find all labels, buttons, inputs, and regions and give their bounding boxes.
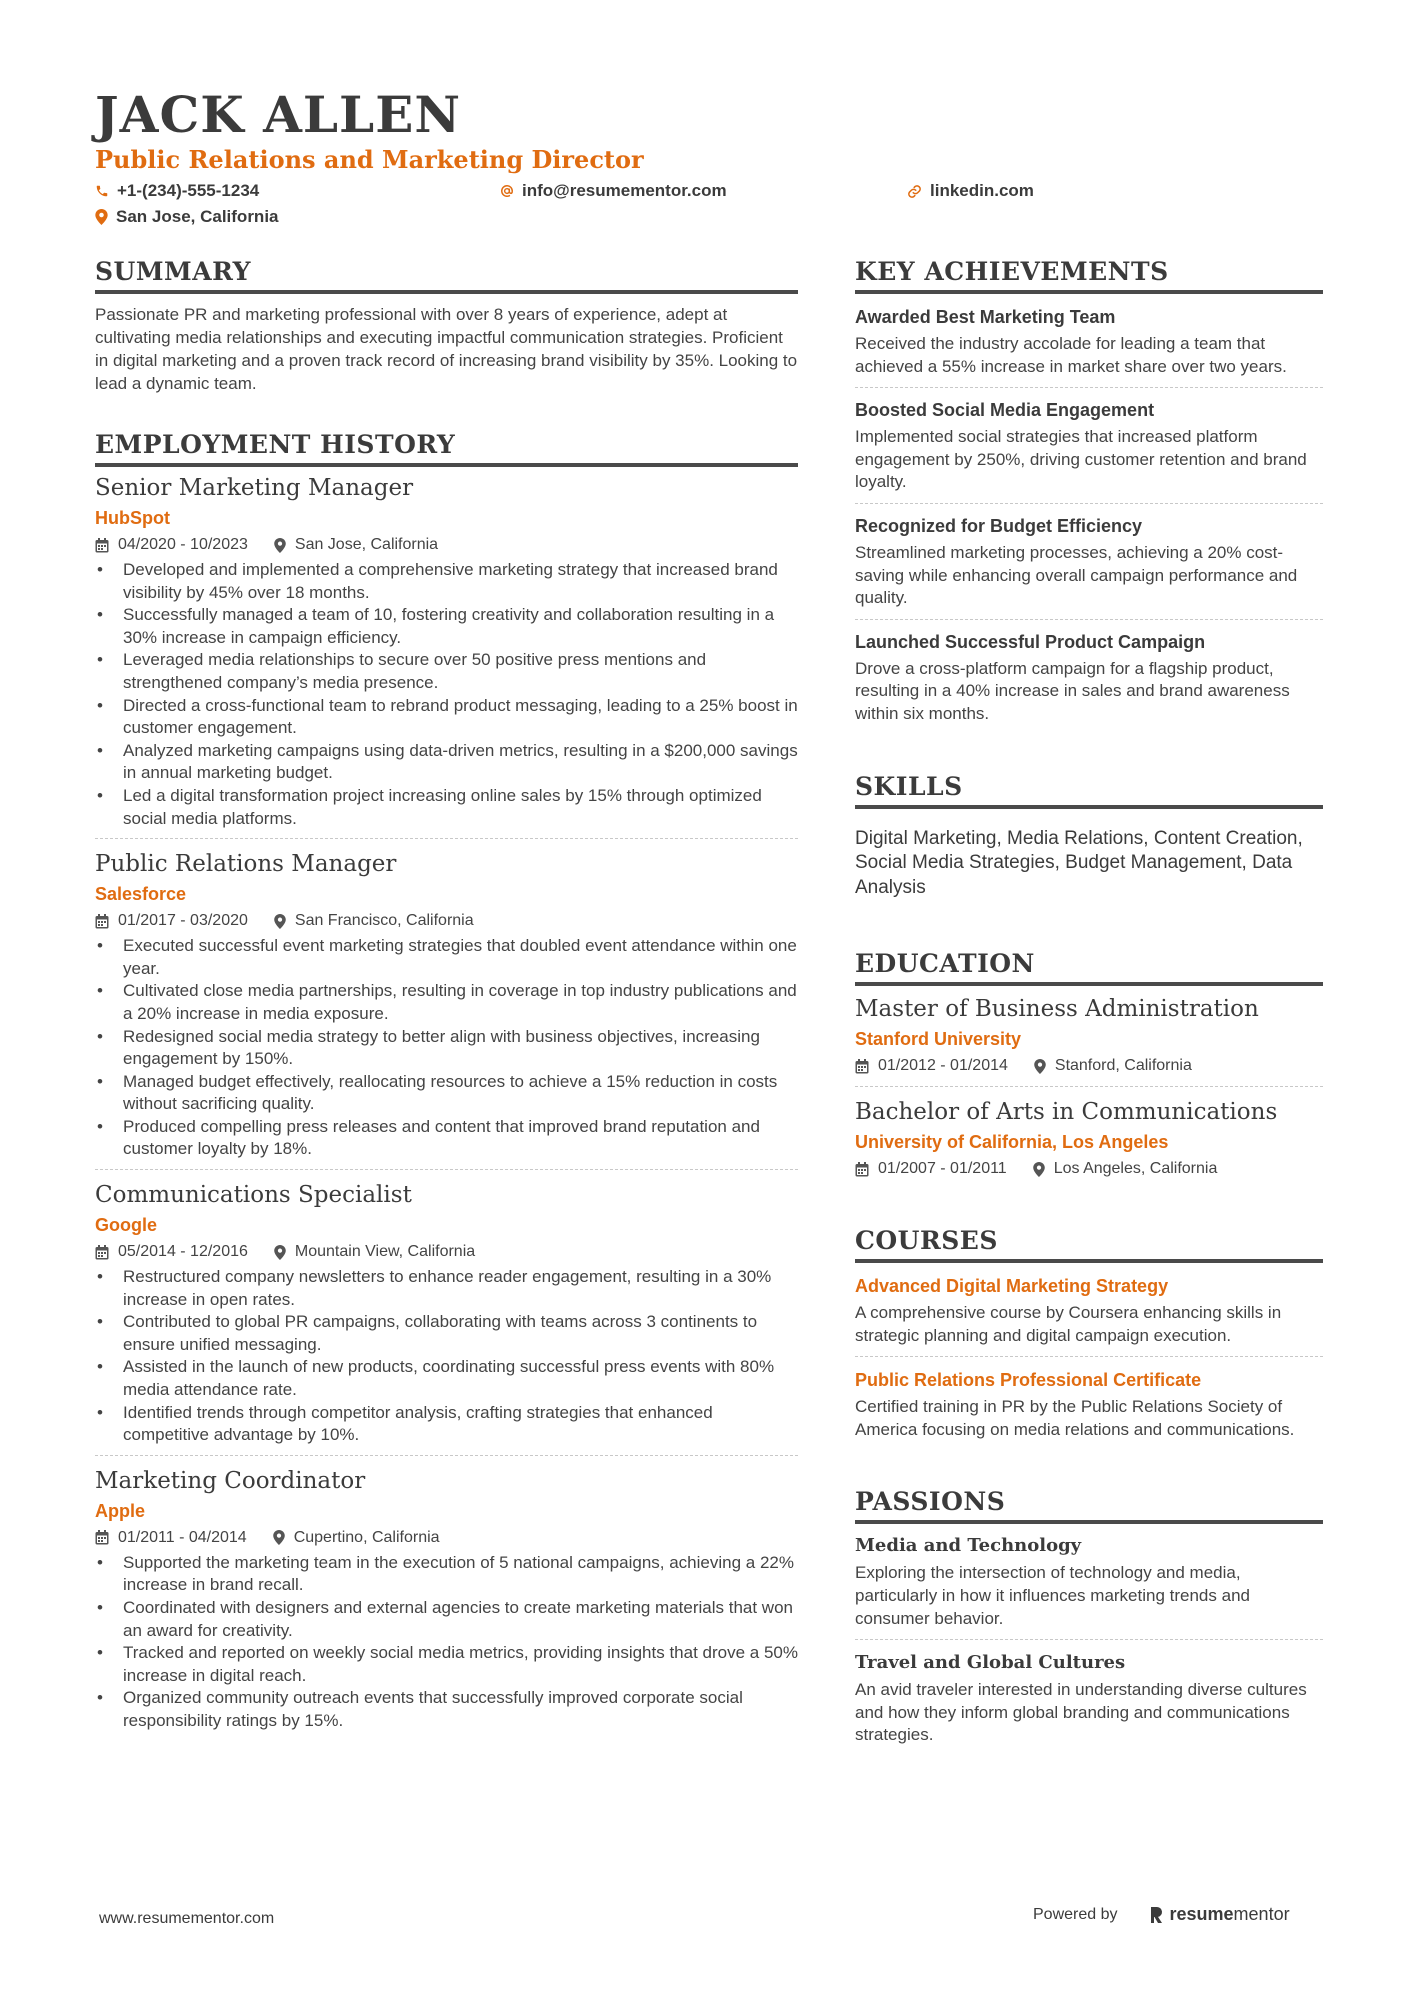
job-entry	[95, 1170, 798, 1456]
contact-email[interactable]	[500, 178, 727, 204]
degree-title: Master of Business Administration	[855, 996, 1259, 1023]
dates-text: 01/2007 - 01/2011	[878, 1160, 1007, 1178]
resumementor-logo-icon	[1148, 1905, 1164, 1925]
job-bullets	[95, 559, 798, 830]
phone-text: +1-(234)-555-1234	[117, 181, 260, 200]
course-list	[855, 1263, 1323, 1450]
location-text: San Jose, California	[294, 536, 439, 553]
job-title: Marketing Coordinator	[95, 1467, 366, 1494]
candidate-role: Public Relations and Marketing Director	[95, 145, 644, 174]
location-text: Stanford, California	[1054, 1057, 1192, 1075]
job-meta	[95, 1527, 798, 1549]
job-dates	[95, 534, 248, 556]
education-dates	[855, 1158, 1007, 1180]
company-name: HubSpot	[95, 508, 170, 528]
dates-text: 05/2014 - 12/2016	[118, 1243, 248, 1261]
achievement-desc: Drove a cross-platform campaign for a flagship product, resulting in a 40% increase in sales and brand awareness within six months.	[855, 658, 1290, 723]
location-pin-icon	[1034, 1059, 1046, 1074]
job-bullet-item: • Identified trends through competitor analysis, crafting strategies that enhanced competitive advantage by 10%.	[95, 1402, 798, 1447]
school-name: Stanford University	[855, 1029, 1022, 1050]
resume-header	[95, 85, 1325, 234]
education-dates	[855, 1055, 1008, 1077]
job-dates	[95, 1527, 247, 1549]
job-bullet-item: • Managed budget effectively, reallocating resources to achieve a 15% reduction in costs without sacrificing quality.	[95, 1071, 798, 1116]
job-bullet-item: • Executed successful event marketing strategies that doubled event attendance within one year.	[95, 935, 798, 980]
contact-phone[interactable]	[95, 178, 259, 204]
achievement-desc: Streamlined marketing processes, achieving a 20% cost-saving while enhancing overall campaign performance and quality.	[855, 542, 1298, 608]
section-title-education: EDUCATION	[855, 948, 1323, 986]
job-bullets	[95, 1552, 798, 1733]
dates-text: 04/2020 - 10/2023	[118, 536, 248, 553]
contact-location	[95, 204, 279, 230]
calendar-icon	[855, 1162, 869, 1177]
email-text: info@resumementor.com	[522, 181, 727, 200]
achievements-section	[855, 256, 1323, 735]
education-meta	[855, 1158, 1323, 1180]
job-bullet-item: • Developed and implemented a comprehensive marketing strategy that increased brand visibility by 45% over 18 months.	[95, 559, 798, 604]
achievement-item	[855, 388, 1323, 504]
brand-logo[interactable]	[1148, 1904, 1290, 1925]
achievement-title: Recognized for Budget Efficiency	[855, 515, 1143, 536]
education-section	[855, 948, 1323, 1189]
section-title-courses: COURSES	[855, 1225, 1323, 1263]
job-entry	[95, 839, 798, 1170]
footer-powered	[1033, 1904, 1290, 1925]
achievement-title: Awarded Best Marketing Team	[855, 307, 1116, 327]
passion-title: Media and Technology	[855, 1535, 1082, 1557]
linkedin-text: linkedin.com	[930, 181, 1034, 200]
passion-item	[855, 1640, 1323, 1756]
job-entry	[95, 1456, 798, 1741]
job-bullet-item: • Directed a cross-functional team to rebrand product messaging, leading to a 25% boost in customer engagement.	[95, 695, 798, 740]
location-text: Mountain View, California	[294, 1243, 476, 1261]
education-list	[855, 986, 1323, 1189]
job-meta	[95, 1241, 798, 1263]
degree-title: Bachelor of Arts in Communications	[855, 1099, 1278, 1126]
company-name: Salesforce	[95, 884, 187, 905]
job-bullet-item: • Analyzed marketing campaigns using data-driven metrics, resulting in a $200,000 savings in annual marketing budget.	[95, 740, 798, 785]
location-text: San Jose, California	[116, 207, 279, 226]
job-location	[274, 534, 438, 556]
location-pin-icon	[274, 914, 286, 929]
course-title: Advanced Digital Marketing Strategy	[855, 1276, 1169, 1297]
dates-text: 01/2011 - 04/2014	[118, 1528, 247, 1546]
calendar-icon	[95, 1530, 109, 1545]
location-text: Los Angeles, California	[1053, 1160, 1218, 1178]
passion-desc: An avid traveler interested in understanding diverse cultures and how they inform global branding and communications strategies.	[855, 1680, 1307, 1745]
job-location	[274, 910, 474, 932]
job-entry	[95, 467, 798, 839]
job-location	[273, 1527, 440, 1549]
section-title-skills: SKILLS	[855, 771, 1323, 809]
achievement-title: Launched Successful Product Campaign	[855, 631, 1206, 652]
company-name: Google	[95, 1215, 157, 1236]
education-item	[855, 1087, 1323, 1189]
candidate-name: JACK ALLEN	[95, 85, 462, 144]
passion-desc: Exploring the intersection of technology and media, particularly in how it influences marketing trends and consumer behavior.	[855, 1563, 1250, 1628]
job-dates	[95, 1241, 248, 1263]
job-bullet-item: • Tracked and reported on weekly social media metrics, providing insights that drove a 50% increase in digital reach.	[95, 1642, 798, 1687]
job-title: Communications Specialist	[95, 1182, 412, 1209]
job-title: Public Relations Manager	[95, 851, 397, 878]
skills-section	[855, 771, 1323, 901]
contact-info	[95, 178, 1325, 234]
job-location	[274, 1241, 475, 1263]
education-location	[1033, 1158, 1218, 1180]
phone-icon	[95, 184, 109, 198]
right-column	[855, 256, 1323, 1790]
at-icon	[500, 184, 514, 198]
achievement-desc: Implemented social strategies that increased platform engagement by 250%, driving customer retention and brand loyalty.	[855, 427, 1307, 492]
course-desc: Certified training in PR by the Public Relations Society of America focusing on media relations and communications.	[855, 1397, 1295, 1439]
passions-section	[855, 1486, 1323, 1756]
job-bullet-item: • Assisted in the launch of new products, coordinating successful press events with 80% media attendance rate.	[95, 1356, 798, 1401]
job-bullet-item: • Cultivated close media partnerships, resulting in coverage in top industry publications and a 20% increase in media exposure.	[95, 980, 798, 1025]
section-title-employment: EMPLOYMENT HISTORY	[95, 429, 798, 467]
job-meta	[95, 534, 798, 556]
calendar-icon	[95, 1245, 109, 1260]
education-location	[1034, 1055, 1192, 1077]
achievement-item	[855, 504, 1323, 620]
skills-text: Digital Marketing, Media Relations, Content Creation, Social Media Strategies, Budget Management, Data Analysis	[855, 827, 1303, 898]
job-dates	[95, 910, 248, 932]
calendar-icon	[95, 914, 109, 929]
passion-item	[855, 1524, 1323, 1640]
job-title: Senior Marketing Manager	[95, 475, 414, 501]
course-title: Public Relations Professional Certificate	[855, 1370, 1202, 1391]
company-name: Apple	[95, 1500, 146, 1521]
job-bullets	[95, 1266, 798, 1447]
course-item	[855, 1357, 1323, 1450]
job-bullet-item: • Leveraged media relationships to secure over 50 positive press mentions and strengthened company’s media presence.	[95, 649, 798, 694]
link-icon	[907, 184, 922, 199]
calendar-icon	[95, 538, 109, 553]
powered-by-text: Powered by	[1033, 1905, 1118, 1923]
location-text: San Francisco, California	[294, 912, 474, 930]
contact-linkedin[interactable]	[907, 178, 1034, 204]
job-bullet-item: • Coordinated with designers and external agencies to create marketing materials that won an award for creativity.	[95, 1597, 798, 1642]
job-bullet-item: • Led a digital transformation project increasing online sales by 15% through optimized social media platforms.	[95, 785, 798, 830]
achievement-item	[855, 294, 1323, 388]
education-meta	[855, 1055, 1323, 1077]
location-pin-icon	[274, 1245, 286, 1260]
job-bullet-item: • Successfully managed a team of 10, fostering creativity and collaboration resulting in a 30% increase in campaign efficiency.	[95, 604, 798, 649]
passion-list	[855, 1524, 1323, 1756]
location-pin-icon	[273, 1530, 285, 1545]
education-item	[855, 986, 1323, 1087]
location-pin-icon	[274, 538, 286, 553]
left-column	[95, 256, 798, 1741]
section-title-achievements: KEY ACHIEVEMENTS	[855, 256, 1323, 294]
employment-section	[95, 429, 798, 1741]
location-pin-icon	[95, 209, 108, 225]
job-bullet-item: • Supported the marketing team in the execution of 5 national campaigns, achieving a 22% increase in brand recall.	[95, 1552, 798, 1597]
passion-title: Travel and Global Cultures	[855, 1652, 1126, 1674]
course-item	[855, 1263, 1323, 1357]
school-name: University of California, Los Angeles	[855, 1132, 1169, 1153]
job-list	[95, 467, 798, 1741]
location-pin-icon	[1033, 1162, 1045, 1177]
calendar-icon	[855, 1059, 869, 1074]
brand-bold: resume	[1169, 1904, 1234, 1924]
dates-text: 01/2017 - 03/2020	[118, 912, 248, 930]
courses-section	[855, 1225, 1323, 1450]
achievement-desc: Received the industry accolade for leading a team that achieved a 55% increase in market share over two years.	[855, 334, 1287, 376]
job-bullets	[95, 935, 798, 1161]
job-bullet-item: • Organized community outreach events that successfully improved corporate social responsibility ratings by 15%.	[95, 1687, 798, 1732]
section-title-summary: SUMMARY	[95, 256, 798, 294]
course-desc: A comprehensive course by Coursera enhancing skills in strategic planning and digital campaign execution.	[855, 1303, 1282, 1345]
job-bullet-item: • Produced compelling press releases and content that improved brand reputation and customer loyalty by 18%.	[95, 1116, 798, 1161]
achievement-list	[855, 294, 1323, 735]
brand-light: mentor	[1233, 1904, 1290, 1924]
summary-text: Passionate PR and marketing professional with over 8 years of experience, adept at cultivating media relationships and executing impactful communication strategies. Proficient in digital marketing and a proven track record of increasing brand visibility by 35%. Looking to lead a dynamic team.	[95, 305, 798, 393]
achievement-item	[855, 620, 1323, 735]
achievement-title: Boosted Social Media Engagement	[855, 400, 1155, 421]
job-meta	[95, 910, 798, 932]
job-bullet-item: • Redesigned social media strategy to better align with business objectives, increasing engagement by 150%.	[95, 1026, 798, 1071]
location-text: Cupertino, California	[293, 1528, 440, 1546]
job-bullet-item: • Contributed to global PR campaigns, collaborating with teams across 3 continents to ensure unified messaging.	[95, 1311, 798, 1356]
section-title-passions: PASSIONS	[855, 1486, 1323, 1524]
dates-text: 01/2012 - 01/2014	[878, 1057, 1008, 1075]
summary-section	[95, 256, 798, 395]
footer-website[interactable]: www.resumementor.com	[99, 1910, 275, 1927]
job-bullet-item: • Restructured company newsletters to enhance reader engagement, resulting in a 30% increase in open rates.	[95, 1266, 798, 1311]
